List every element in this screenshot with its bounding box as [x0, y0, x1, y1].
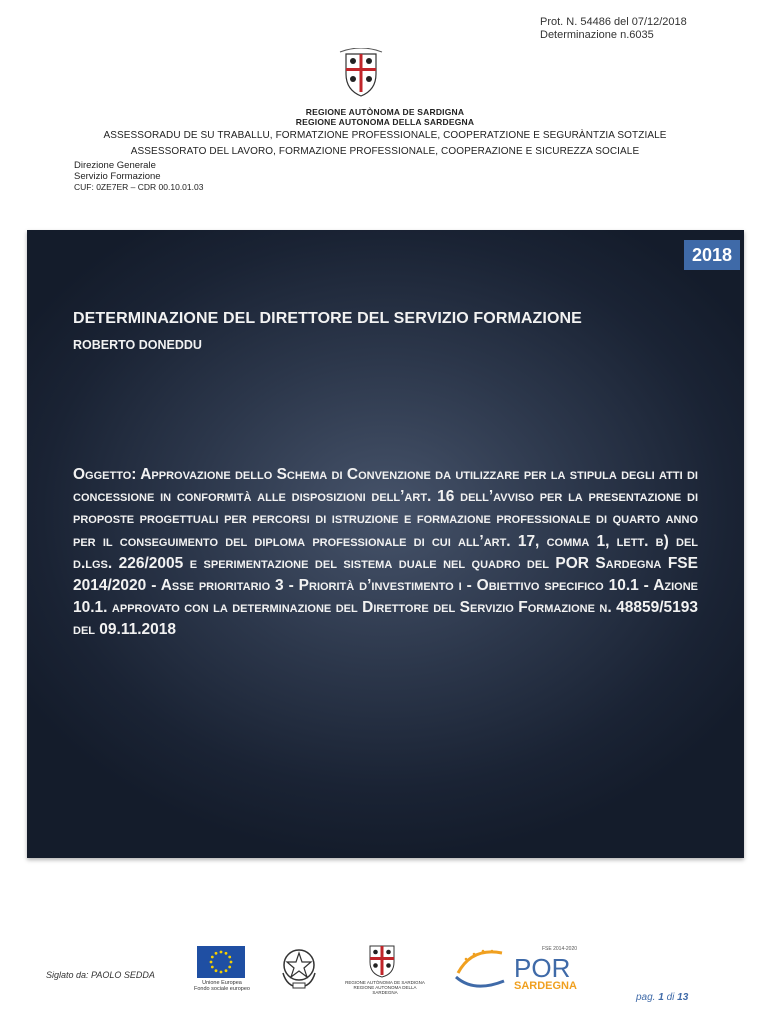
document-title: DETERMINAZIONE DEL DIRETTORE DEL SERVIZIO FORMAZIONE [73, 310, 582, 327]
eu-caption [190, 980, 254, 992]
assessorato-sardo: ASSESSORADU DE SU TRABALLU, FORMATZIONE PROFESSIONALE, COOPERATZIONE E SEGURÀNTZIA SOTZIALE [103, 130, 667, 141]
document-subject: Oggetto: Approvazione dello Schema di Convenzione da utilizzare per la stipula degli atti di concessione in conformità alle disposizioni dell’art. 16 dell’avviso per la presentazione di proposte progettuali per percorsi di istruzione e formazione professionale di quarto anno per il conseguimento del diploma professionale di cui all’art. 17, comma 1, lett. b) del d.lgs. 226/2005 e sperimentazione del sistema duale nel quadro del POR Sardegna FSE 2014/2020 - Asse prioritario 3 - Priorità d’investimento i - Obiettivo specifico 10.1 - Azione 10.1. approvato con la determinazione del Direttore del Servizio Formazione n. 48859/5193 del 09.11.2018 [73, 466, 698, 639]
region-name-italian: REGIONE AUTONOMA DELLA SARDEGNA [295, 117, 475, 127]
sardinia-caption-line2: REGIONE AUTONOMA DELLA SARDEGNA [353, 985, 417, 995]
sardinia-caption-line1: REGIONE AUTÒNOMA DE SARDIGNA [345, 980, 425, 985]
page-separator: di [666, 992, 675, 1003]
page-current: 1 [658, 992, 664, 1003]
por-fse-label: FSE 2014-2020 [542, 946, 578, 952]
direzione-label: Direzione Generale [74, 160, 156, 171]
sardinia-caption [345, 980, 425, 995]
eu-caption-line2: Fondo sociale europeo [194, 986, 250, 992]
determination-number: Determinazione n.6035 [540, 29, 654, 41]
region-name-sardo: REGIONE AUTÒNOMA DE SARDIGNA [305, 107, 465, 117]
assessorato-italian: ASSESSORATO DEL LAVORO, FORMAZIONE PROFESSIONALE, COOPERAZIONE E SICUREZZA SOCIALE [130, 146, 640, 157]
cuf-code: CUF: 0ZE7ER – CDR 00.10.01.03 [74, 182, 204, 192]
page-prefix: pag. [636, 992, 656, 1003]
year-badge: 2018 [684, 240, 740, 270]
protocol-number: Prot. N. 54486 del 07/12/2018 [540, 16, 687, 28]
cover-panel [27, 230, 744, 858]
eu-caption-line1: Unione Europea [202, 980, 242, 986]
por-big-label: POR [514, 953, 571, 983]
protocol-block [540, 16, 687, 42]
directorate-block [74, 160, 203, 193]
por-sardegna-logo-icon [452, 943, 582, 993]
sardinia-crest-icon [338, 48, 384, 98]
page-number [636, 992, 688, 1003]
page-total: 13 [677, 992, 689, 1003]
sardinia-small-crest-icon [366, 944, 398, 978]
director-name: ROBERTO DONEDDU [73, 338, 202, 352]
signed-by: Siglato da: PAOLO SEDDA [46, 970, 155, 980]
servizio-label: Servizio Formazione [74, 171, 161, 182]
por-sub-label: SARDEGNA [514, 980, 577, 992]
eu-flag-icon [197, 946, 245, 978]
italian-republic-emblem-icon [277, 943, 321, 991]
